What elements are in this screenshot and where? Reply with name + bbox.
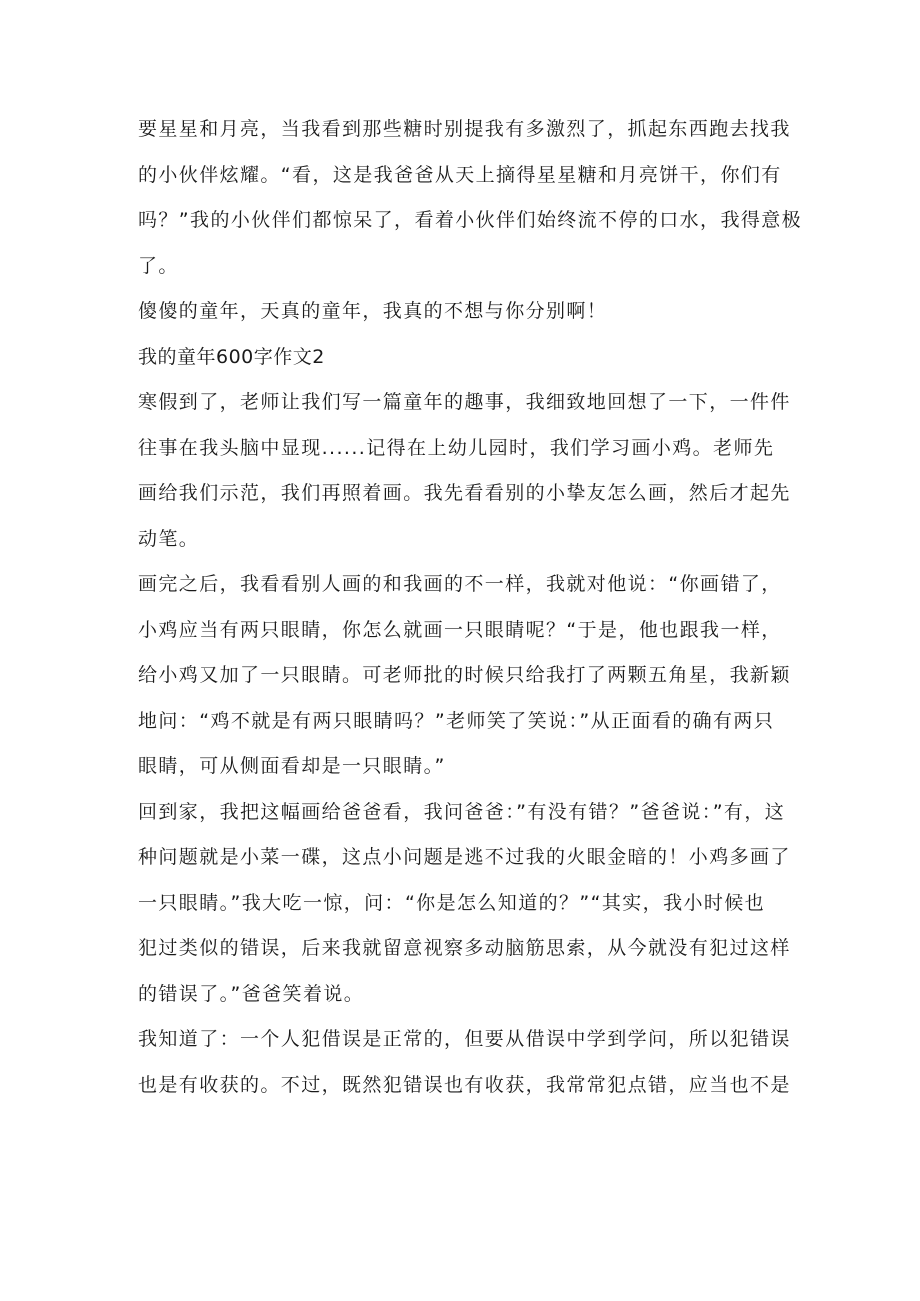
paragraph-2 xyxy=(138,289,788,335)
text-line: 给小鸡又加了一只眼睛。可老师批的时候只给我打了两颗五角星，我新颖 xyxy=(138,664,791,686)
essay-heading xyxy=(138,335,788,381)
text-line: 地问：“鸡不就是有两只眼睛吗？”老师笑了笑说：”从正面看的确有两只 xyxy=(138,709,775,732)
text-line: 动笔。 xyxy=(138,527,200,550)
text-line: 我知道了：一个人犯借误是正常的，但要从借误中学到学问，所以犯错误 xyxy=(138,1028,791,1050)
text-line: 了。 xyxy=(138,254,179,277)
text-line: 小鸡应当有两只眼睛，你怎么就画一只眼睛呢？“于是，他也跟我一样， xyxy=(138,618,782,641)
text-line: 往事在我头脑中显现......记得在上幼儿园时，我们学习画小鸡。老师先 xyxy=(138,436,775,459)
paragraph-1 xyxy=(138,107,803,289)
text-line: 犯过类似的错误，后来我就留意视察多动脑筋思索，从今就没有犯过这样 xyxy=(138,937,791,959)
text-line: 画给我们示范，我们再照着画。我先看看别的小挚友怎么画，然后才起先 xyxy=(138,482,791,504)
text-line: 眼睛，可从侧面看却是一只眼睛。” xyxy=(138,755,446,777)
text-line: 要星星和月亮，当我看到那些糖时别提我有多激烈了，抓起东西跑去找我 xyxy=(138,118,791,140)
paragraph-4 xyxy=(138,562,791,790)
text-line: 傻傻的童年，天真的童年，我真的不想与你分别啊！ xyxy=(138,300,608,322)
text-line: 画完之后，我看看别人画的和我画的不一样，我就对他说：“你画错了， xyxy=(138,573,782,595)
paragraph-5 xyxy=(138,790,791,1018)
text-line: 寒假到了，老师让我们写一篇童年的趣事，我细致地回想了一下，一件件 xyxy=(138,391,791,413)
text-line: 也是有收获的。不过，既然犯错误也有收获，我常常犯点错，应当也不是 xyxy=(138,1073,791,1096)
text-line: 的小伙伴炫耀。“看，这是我爸爸从天上摘得星星糖和月亮饼干，你们有 xyxy=(138,163,782,186)
text-line: 吗？”我的小伙伴们都惊呆了，看着小伙伴们始终流不停的口水，我得意极 xyxy=(138,209,803,231)
paragraph-3 xyxy=(138,380,791,562)
paragraph-6 xyxy=(138,1017,791,1108)
essay-title: 我的童年600字作文2 xyxy=(138,345,325,368)
text-line: 种问题就是小菜一碟，这点小问题是逃不过我的火眼金暗的！小鸡多画了 xyxy=(138,846,791,868)
text-line: 回到家，我把这幅画给爸爸看，我问爸爸：”有没有错？”爸爸说：”有，这 xyxy=(138,800,786,823)
text-line: 一只眼睛。”我大吃一惊，问：“你是怎么知道的？”“其实，我小时候也 xyxy=(138,891,766,914)
document-body xyxy=(138,107,803,1108)
text-line: 的错误了。”爸爸笑着说。 xyxy=(138,982,365,1005)
